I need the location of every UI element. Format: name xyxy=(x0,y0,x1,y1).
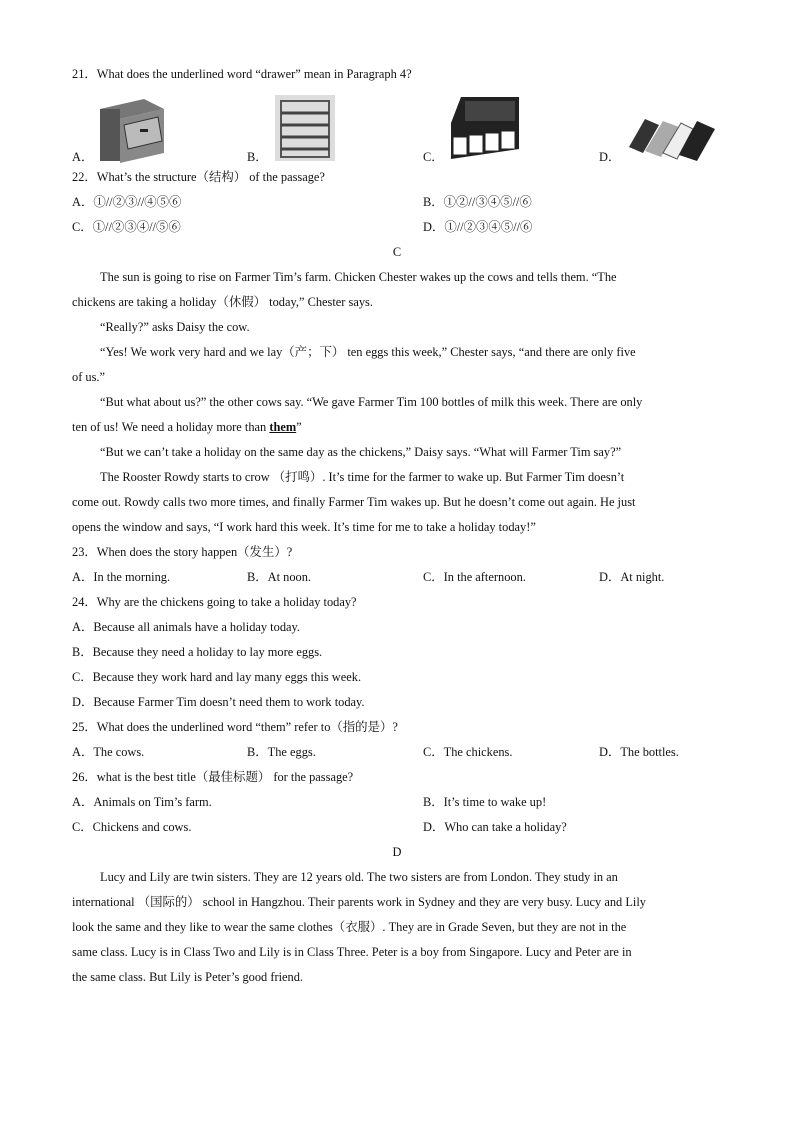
q26-options-row1 xyxy=(72,790,722,815)
file-organizer-image xyxy=(447,93,523,163)
passage-text: ten of us! We need a holiday more than xyxy=(72,420,270,434)
q21-option-d xyxy=(599,87,722,165)
q22-options-row2 xyxy=(72,215,722,240)
passage-c-line: The sun is going to rise on Farmer Tim’s farm. Chicken Chester wakes up the cows and tells them. “The xyxy=(100,270,617,284)
q24-option-c[interactable]: C．Because they work hard and lay many eggs this week. xyxy=(72,670,362,684)
passage-c-line: “But what about us?” the other cows say. “We gave Farmer Tim 100 bottles of milk this week. There are only xyxy=(100,395,643,409)
q22-option-c[interactable]: C．①//②③④//⑤⑥ xyxy=(72,220,181,234)
q22-stem: 22．What’s the structure（结构） of the passage? xyxy=(72,170,325,184)
passage-c-line: “Really?” asks Daisy the cow. xyxy=(100,320,250,334)
q26-option-c[interactable]: C．Chickens and cows. xyxy=(72,820,192,834)
option-label: C． xyxy=(423,150,444,164)
q23-option-a[interactable]: A．In the morning. xyxy=(72,570,171,584)
passage-c-line: chickens are taking a holiday（休假） today,” Chester says. xyxy=(72,295,373,309)
q25-options xyxy=(72,740,722,765)
passage-c-line: The Rooster Rowdy starts to crow （打鸣）. It’s time for the farmer to wake up. But Farmer Tim doesn’t xyxy=(100,470,625,484)
q23-options xyxy=(72,565,722,590)
q23-option-d[interactable]: D．At night. xyxy=(599,570,665,584)
q24-option-a[interactable]: A．Because all animals have a holiday today. xyxy=(72,620,301,634)
q26-option-d[interactable]: D．Who can take a holiday? xyxy=(423,820,567,834)
q24-option-b[interactable]: B．Because they need a holiday to lay more eggs. xyxy=(72,645,323,659)
q23-option-c[interactable]: C．In the afternoon. xyxy=(423,570,526,584)
passage-d-line: international （国际的） school in Hangzhou. Their parents work in Sydney and they are very busy. Lucy and Lily xyxy=(72,895,646,909)
q26-stem: 26．what is the best title（最佳标题） for the passage? xyxy=(72,770,354,784)
q25-stem: 25．What does the underlined word “them” refer to（指的是）? xyxy=(72,720,398,734)
option-label: B． xyxy=(247,150,268,164)
underlined-word-them: them xyxy=(269,420,297,434)
q21-stem: 21．What does the underlined word “drawer” mean in Paragraph 4? xyxy=(72,67,412,81)
passage-d-line: the same class. But Lily is Peter’s good friend. xyxy=(72,970,304,984)
passage-c-line: “Yes! We work very hard and we lay（产；下） ten eggs this week,” Chester says, “and there are only five xyxy=(100,345,636,359)
q22-option-a[interactable]: A．①//②③//④⑤⑥ xyxy=(72,195,182,209)
q25-option-b[interactable]: B．The eggs. xyxy=(247,745,316,759)
q24-option-d[interactable]: D．Because Farmer Tim doesn’t need them to work today. xyxy=(72,695,365,709)
passage-c-line: of us.” xyxy=(72,370,106,384)
q21-option-a xyxy=(72,87,182,165)
shelf-rack-image xyxy=(273,93,337,163)
q25-option-a[interactable]: A．The cows. xyxy=(72,745,145,759)
section-d-heading: D xyxy=(392,845,402,859)
passage-d-line: look the same and they like to wear the same clothes（衣服）. They are in Grade Seven, but they are not in the xyxy=(72,920,627,934)
q21-option-c xyxy=(423,87,533,165)
q23-option-b[interactable]: B．At noon. xyxy=(247,570,312,584)
passage-c-line: “But we can’t take a holiday on the same day as the chickens,” Daisy says. “What will Farmer Tim say?” xyxy=(100,445,622,459)
passage-c-line: opens the window and says, “I work hard this week. It’s time for me to take a holiday today!” xyxy=(72,520,536,534)
drawer-chest-image xyxy=(96,95,168,163)
passage-c-line: come out. Rowdy calls two more times, and finally Farmer Tim wakes up. But he doesn’t come out again. He just xyxy=(72,495,636,509)
option-label: A． xyxy=(72,150,94,164)
section-c-heading: C xyxy=(392,245,402,259)
q26-options-row2 xyxy=(72,815,722,840)
passage-d-line: same class. Lucy is in Class Two and Lily is in Class Three. Peter is a boy from Singapore. Lucy and Peter are in xyxy=(72,945,632,959)
passage-text: ” xyxy=(296,420,302,434)
q21-option-b xyxy=(247,87,357,165)
passage-c-line-them xyxy=(72,415,722,440)
q25-option-d[interactable]: D．The bottles. xyxy=(599,745,679,759)
q22-options-row1 xyxy=(72,190,722,215)
folded-clothes-image xyxy=(625,107,717,163)
q22-option-b[interactable]: B．①②//③④⑤//⑥ xyxy=(423,195,532,209)
q24-stem: 24．Why are the chickens going to take a holiday today? xyxy=(72,595,357,609)
q23-stem: 23．When does the story happen（发生）? xyxy=(72,545,293,559)
passage-d-line: Lucy and Lily are twin sisters. They are 12 years old. The two sisters are from London. They study in an xyxy=(100,870,618,884)
q22-option-d[interactable]: D．①//②③④⑤//⑥ xyxy=(423,220,533,234)
q21-image-options xyxy=(72,87,722,165)
exam-page xyxy=(72,62,722,990)
q25-option-c[interactable]: C．The chickens. xyxy=(423,745,513,759)
q26-option-b[interactable]: B．It’s time to wake up! xyxy=(423,795,547,809)
option-label: D． xyxy=(599,150,621,164)
q26-option-a[interactable]: A．Animals on Tim’s farm. xyxy=(72,795,212,809)
